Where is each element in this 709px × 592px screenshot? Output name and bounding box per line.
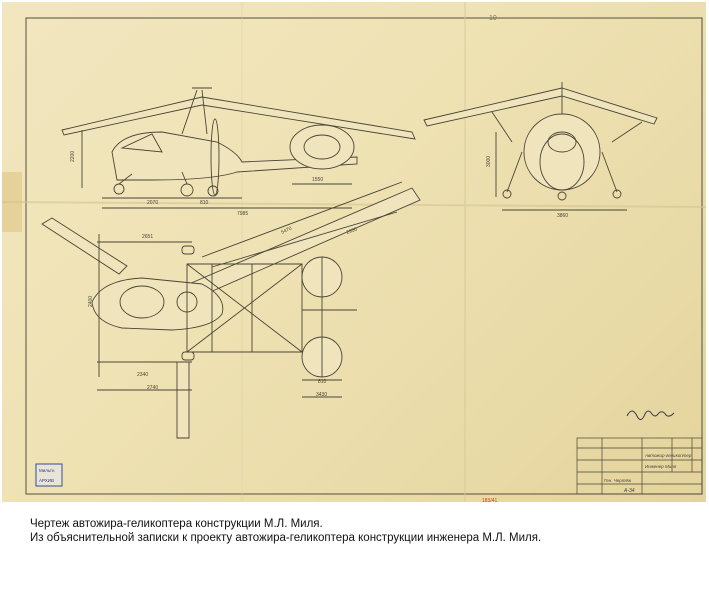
- top-view: [42, 182, 420, 438]
- dim-side-height: 2200: [70, 150, 76, 162]
- dim-2651: 2651: [142, 234, 154, 240]
- dim-2950: 2950: [345, 226, 359, 236]
- drawing-frame: [26, 18, 702, 494]
- dim-7985: 7985: [237, 211, 249, 217]
- signature-mark: [627, 411, 674, 420]
- title-block-line1: Автожир-геликоптер: [645, 453, 692, 458]
- dim-2340: 2340: [137, 372, 149, 378]
- dim-810: 810: [200, 200, 209, 206]
- blueprint-drawing: [2, 2, 706, 502]
- title-block-sheet: А-34: [624, 488, 635, 494]
- blueprint-sheet: [2, 2, 706, 502]
- title-block-line2: Инженер Миля: [645, 464, 677, 469]
- dim-front-3000: 3000: [486, 155, 492, 167]
- dim-front-3860: 3860: [557, 213, 569, 219]
- dim-5470: 5470: [280, 225, 293, 236]
- caption: [30, 517, 690, 545]
- caption-line1: Чертеж автожира-геликоптера конструкции М.Л. Миля.: [30, 518, 323, 530]
- stamp-line1: Мильтн: [39, 468, 55, 473]
- dim-1550: 1550: [312, 177, 324, 183]
- front-view: [424, 82, 657, 210]
- dim-2740: 2740: [147, 385, 159, 391]
- dim-2400: 2400: [88, 295, 94, 307]
- dim-810b: 810: [318, 379, 327, 385]
- top-mark: 10: [489, 15, 497, 22]
- red-mark: 183/41: [482, 498, 498, 502]
- archive-stamp: [36, 464, 62, 486]
- title-block: [577, 438, 702, 494]
- dim-3430: 3430: [316, 392, 328, 398]
- side-view: [62, 88, 415, 208]
- stamp-line2: АРХИВ: [39, 478, 55, 483]
- title-block-label: Ген. Чертёж: [604, 478, 632, 483]
- dim-2070: 2070: [147, 200, 159, 206]
- caption-line2: Из объяснительной записки к проекту автожира-геликоптера конструкции инженера М.Л. Миля.: [30, 532, 542, 544]
